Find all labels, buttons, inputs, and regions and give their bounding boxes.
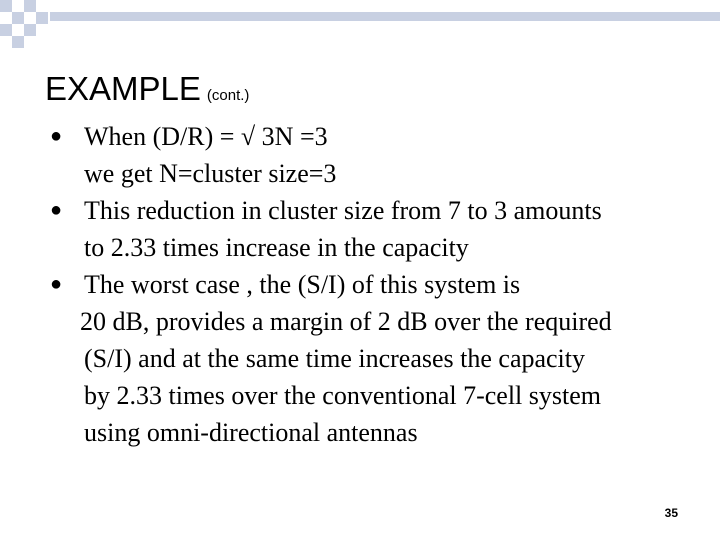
decor-square	[12, 12, 24, 24]
bullet-line: When (D/R) = √ 3N =3	[84, 122, 328, 151]
bullet-item	[50, 192, 690, 266]
bullet-text	[84, 118, 690, 155]
decorative-corner-pattern	[0, 0, 720, 50]
bullet-icon: ●	[50, 125, 63, 147]
continuation-paragraph	[80, 303, 690, 451]
page-number: 35	[664, 506, 678, 520]
bullet-line: This reduction in cluster size from 7 to 3 amounts	[84, 196, 602, 225]
decor-square	[0, 0, 12, 12]
continuation-line: we get N=cluster size=3	[84, 159, 337, 188]
bullet-line: to 2.33 times increase in the capacity	[84, 233, 469, 262]
paragraph-line: by 2.33 times over the conventional 7-cell system	[84, 381, 601, 410]
bullet-icon: ●	[50, 273, 63, 295]
bullet-text	[84, 266, 690, 303]
bullet-icon: ●	[50, 199, 63, 221]
paragraph-line: using omni-directional antennas	[84, 418, 418, 447]
decor-square	[12, 36, 24, 48]
bullet-text	[84, 192, 690, 266]
decor-square	[24, 0, 36, 12]
slide-title	[45, 70, 249, 108]
decor-square	[24, 24, 36, 36]
slide-title-sub: (cont.)	[206, 87, 250, 104]
decor-bar	[50, 12, 720, 21]
slide-body	[50, 118, 690, 451]
paragraph-line: (S/I) and at the same time increases the capacity	[84, 344, 586, 373]
slide-title-main: EXAMPLE	[45, 70, 201, 107]
decor-square	[0, 24, 12, 36]
bullet-item	[50, 118, 690, 155]
paragraph-line: 20 dB, provides a margin of 2 dB over the required	[80, 307, 612, 336]
decor-square	[36, 12, 48, 24]
bullet-line: The worst case , the (S/I) of this system is	[84, 270, 521, 299]
bullet-item	[50, 266, 690, 303]
